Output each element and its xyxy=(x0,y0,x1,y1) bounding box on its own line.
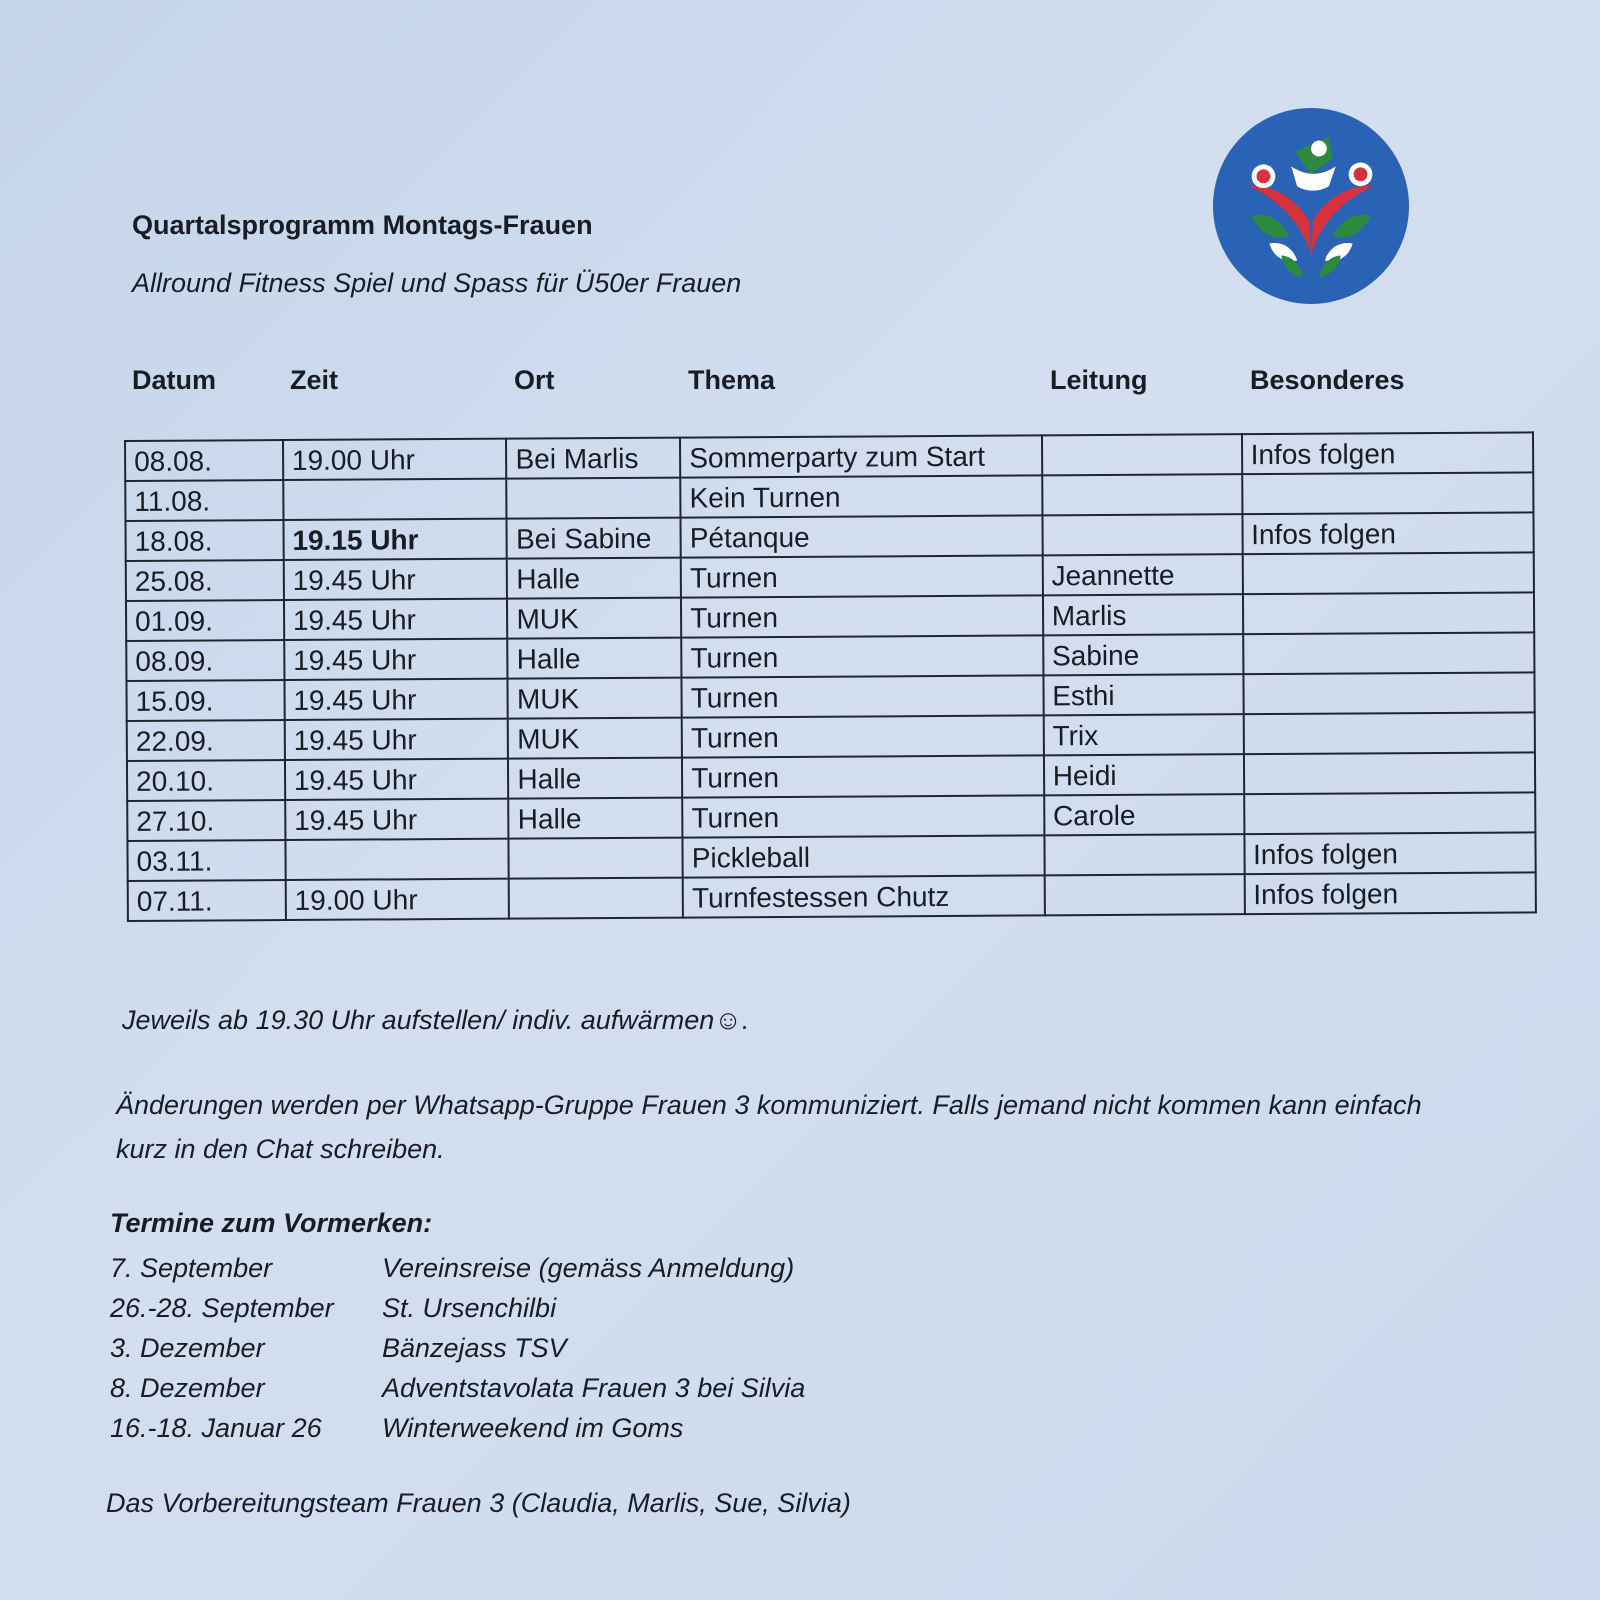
cell-datum: 15.09. xyxy=(126,680,284,721)
cell-ort xyxy=(509,878,683,919)
cell-leitung: Heidi xyxy=(1044,754,1244,795)
cell-datum: 22.09. xyxy=(127,720,285,761)
cell-leitung: Marlis xyxy=(1043,594,1243,635)
cell-ort: MUK xyxy=(508,718,682,759)
cell-zeit: 19.00 Uhr xyxy=(286,879,510,920)
termin-event: Adventstavolata Frauen 3 bei Silvia xyxy=(382,1373,806,1403)
header-zeit: Zeit xyxy=(290,365,339,395)
termin-date: 7. September xyxy=(110,1253,273,1283)
cell-zeit: 19.45 Uhr xyxy=(285,799,509,840)
cell-ort xyxy=(509,838,683,879)
termin-date: 8. Dezember xyxy=(110,1373,265,1403)
cell-thema: Turnen xyxy=(682,795,1044,837)
cell-leitung xyxy=(1044,874,1244,915)
cell-thema: Turnen xyxy=(681,555,1043,597)
cell-besonderes xyxy=(1244,792,1536,834)
cell-zeit: 19.45 Uhr xyxy=(284,599,508,640)
cell-zeit: 19.45 Uhr xyxy=(284,639,508,680)
cell-thema: Sommerparty zum Start xyxy=(680,435,1042,477)
termin-date: 3. Dezember xyxy=(110,1333,265,1363)
cell-thema: Turnen xyxy=(682,715,1044,757)
cell-thema: Turnfestessen Chutz xyxy=(683,875,1045,917)
footer-signature: Das Vorbereitungsteam Frauen 3 (Claudia, Marlis, Sue, Silvia) xyxy=(106,1488,851,1518)
cell-ort: Halle xyxy=(509,798,683,839)
cell-besonderes xyxy=(1242,472,1534,514)
termin-date: 16.-18. Januar 26 xyxy=(110,1413,322,1443)
cell-zeit: 19.45 Uhr xyxy=(285,759,509,800)
cell-ort: Bei Marlis xyxy=(506,438,680,479)
cell-ort: Halle xyxy=(508,638,682,679)
changes-notice: Änderungen werden per Whatsapp-Gruppe Frauen 3 kommuniziert. Falls jemand nicht kommen kann einfach kurz in den Chat schreiben. xyxy=(116,1090,1422,1164)
cell-ort: Bei Sabine xyxy=(507,518,681,559)
cell-datum: 03.11. xyxy=(127,840,285,881)
cell-leitung: Carole xyxy=(1044,794,1244,835)
cell-besonderes: Infos folgen xyxy=(1244,872,1536,914)
schedule-table xyxy=(124,431,1537,922)
cell-leitung: Esthi xyxy=(1043,674,1243,715)
cell-datum: 27.10. xyxy=(127,800,285,841)
termin-date: 26.-28. September xyxy=(110,1293,334,1323)
cell-datum: 11.08. xyxy=(125,480,283,521)
cell-datum: 20.10. xyxy=(127,760,285,801)
cell-leitung xyxy=(1042,474,1242,515)
termin-event: Bänzejass TSV xyxy=(382,1333,567,1363)
cell-besonderes: Infos folgen xyxy=(1242,432,1534,474)
cell-zeit xyxy=(283,479,507,520)
cell-besonderes xyxy=(1242,592,1534,634)
header-datum: Datum xyxy=(132,365,217,395)
list-item xyxy=(110,1408,1010,1448)
cell-besonderes xyxy=(1242,552,1534,594)
termin-event: Winterweekend im Goms xyxy=(382,1413,684,1443)
cell-leitung: Trix xyxy=(1043,714,1243,755)
cell-thema: Turnen xyxy=(681,635,1043,677)
cell-ort: Halle xyxy=(508,758,682,799)
warmup-note: Jeweils ab 19.30 Uhr aufstellen/ indiv. aufwärmen☺. xyxy=(122,1005,750,1035)
cell-zeit: 19.45 Uhr xyxy=(285,719,509,760)
cell-zeit: 19.45 Uhr xyxy=(284,559,508,600)
schedule-table-body xyxy=(125,432,1536,921)
cell-besonderes: Infos folgen xyxy=(1244,832,1536,874)
page-subtitle: Allround Fitness Spiel und Spass für Ü50er Frauen xyxy=(132,268,742,298)
termin-event: Vereinsreise (gemäss Anmeldung) xyxy=(382,1253,795,1283)
cell-thema: Turnen xyxy=(681,595,1043,637)
cell-besonderes xyxy=(1243,672,1535,714)
list-item xyxy=(110,1368,1010,1408)
cell-datum: 25.08. xyxy=(126,560,284,601)
cell-leitung: Sabine xyxy=(1043,634,1243,675)
cell-datum: 08.08. xyxy=(125,440,283,481)
cell-besonderes xyxy=(1243,752,1535,794)
cell-thema: Kein Turnen xyxy=(680,475,1042,517)
list-item xyxy=(110,1288,1010,1328)
cell-zeit xyxy=(285,839,509,880)
cell-besonderes xyxy=(1243,712,1535,754)
page-title: Quartalsprogramm Montags-Frauen xyxy=(132,210,593,240)
cell-zeit: 19.15 Uhr xyxy=(283,519,507,560)
cell-ort: Halle xyxy=(507,558,681,599)
header-besonderes: Besonderes xyxy=(1250,365,1405,395)
table-column-headers xyxy=(124,365,1536,405)
cell-ort: MUK xyxy=(508,678,682,719)
cell-leitung: Jeannette xyxy=(1042,554,1242,595)
termin-event: St. Ursenchilbi xyxy=(382,1293,557,1323)
cell-leitung xyxy=(1044,834,1244,875)
termine-list xyxy=(110,1248,1010,1448)
header-thema: Thema xyxy=(688,365,776,395)
cell-zeit: 19.00 Uhr xyxy=(283,439,507,480)
cell-thema: Turnen xyxy=(682,755,1044,797)
table-row xyxy=(128,872,1536,921)
cell-leitung xyxy=(1042,514,1242,555)
cell-thema: Turnen xyxy=(682,675,1044,717)
cell-leitung xyxy=(1042,434,1242,475)
cell-thema: Pickleball xyxy=(683,835,1045,877)
list-item xyxy=(110,1248,1010,1288)
cell-datum: 18.08. xyxy=(125,520,283,561)
cell-ort: MUK xyxy=(507,598,681,639)
cell-datum: 01.09. xyxy=(126,600,284,641)
cell-datum: 08.09. xyxy=(126,640,284,681)
termine-heading: Termine zum Vormerken: xyxy=(110,1208,433,1238)
club-logo-icon xyxy=(1212,107,1410,305)
cell-zeit: 19.45 Uhr xyxy=(284,679,508,720)
header-ort: Ort xyxy=(514,365,555,395)
list-item xyxy=(110,1328,1010,1368)
cell-besonderes xyxy=(1243,632,1535,674)
cell-thema: Pétanque xyxy=(681,515,1043,557)
header-leitung: Leitung xyxy=(1050,365,1148,395)
cell-datum: 07.11. xyxy=(128,880,286,921)
cell-ort xyxy=(507,478,681,519)
cell-besonderes: Infos folgen xyxy=(1242,512,1534,554)
